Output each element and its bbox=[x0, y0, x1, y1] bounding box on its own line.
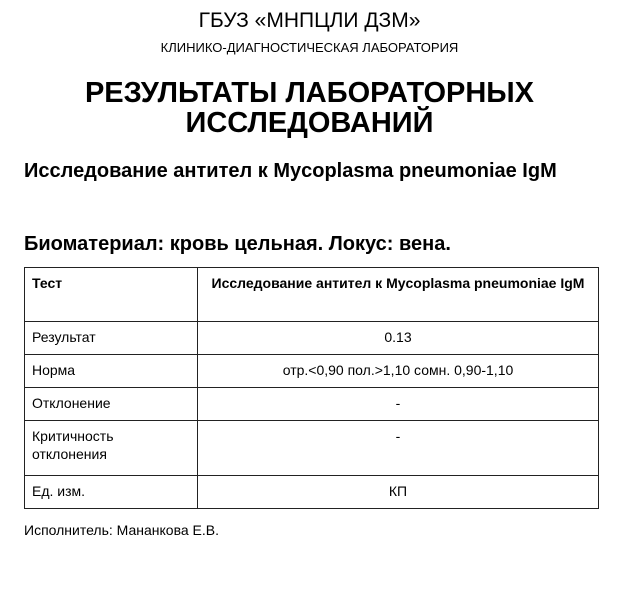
row-label: Ед. изм. bbox=[25, 476, 198, 509]
page-title bbox=[0, 78, 619, 138]
row-value: отр.<0,90 пол.>1,10 сомн. 0,90-1,10 bbox=[198, 355, 599, 388]
executor: Исполнитель: Мананкова Е.В. bbox=[24, 522, 219, 538]
study-name: Исследование антител к Mycoplasma pneumoniae IgM bbox=[24, 160, 557, 182]
row-value: 0.13 bbox=[198, 322, 599, 355]
table-row-test bbox=[25, 268, 599, 322]
row-value: - bbox=[198, 388, 599, 421]
row-label: Норма bbox=[25, 355, 198, 388]
table-row-deviation bbox=[25, 388, 599, 421]
table-row-result bbox=[25, 322, 599, 355]
row-label: Отклонение bbox=[25, 388, 198, 421]
table-row-criticality bbox=[25, 421, 599, 476]
biomaterial: Биоматериал: кровь цельная. Локус: вена. bbox=[24, 233, 451, 255]
row-value: - bbox=[198, 421, 599, 476]
row-value: Исследование антител к Mycoplasma pneumoniae IgM bbox=[198, 268, 599, 322]
row-label: Тест bbox=[25, 268, 198, 322]
row-label: Критичность отклонения bbox=[25, 421, 198, 476]
page-title-line1: РЕЗУЛЬТАТЫ ЛАБОРАТОРНЫХ bbox=[84, 77, 535, 109]
results-table bbox=[24, 267, 599, 509]
row-label: Результат bbox=[25, 322, 198, 355]
page-title-line2: ИССЛЕДОВАНИЙ bbox=[185, 107, 434, 139]
laboratory-name: КЛИНИКО-ДИАГНОСТИЧЕСКАЯ ЛАБОРАТОРИЯ bbox=[160, 40, 459, 55]
row-value: КП bbox=[198, 476, 599, 509]
organization-name: ГБУЗ «МНПЦЛИ ДЗМ» bbox=[198, 9, 421, 32]
table-row-norm bbox=[25, 355, 599, 388]
table-row-units bbox=[25, 476, 599, 509]
